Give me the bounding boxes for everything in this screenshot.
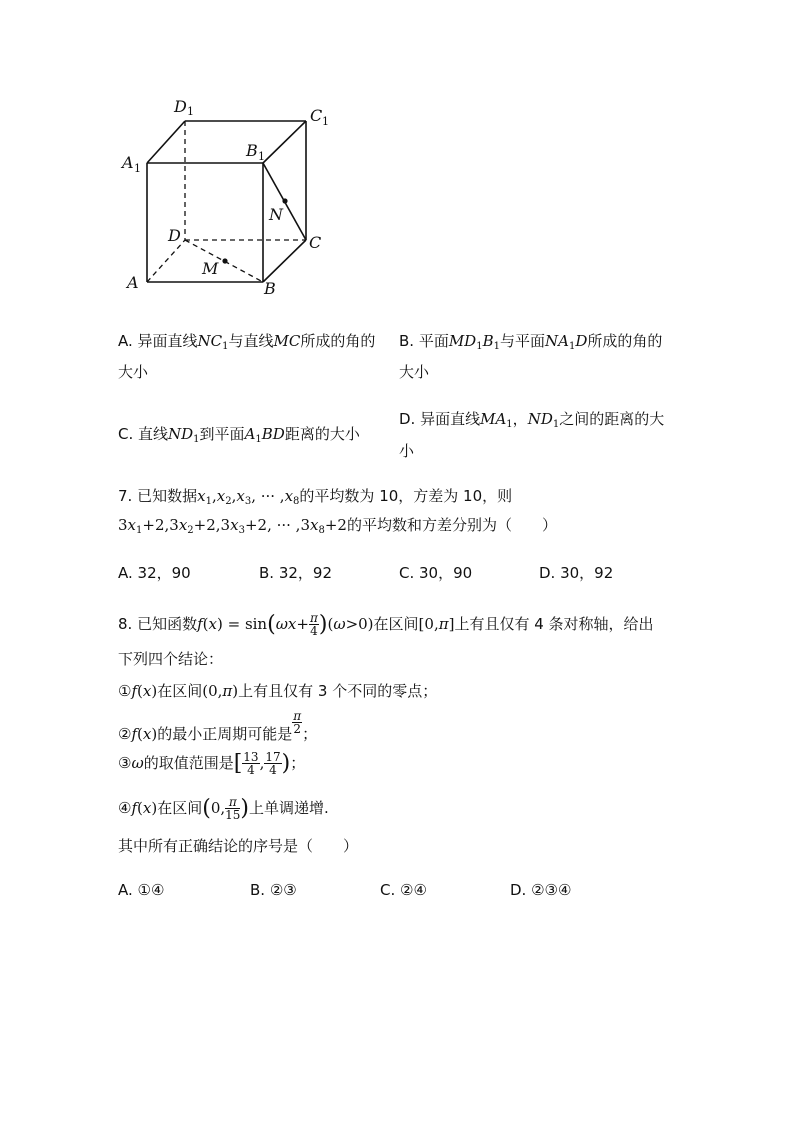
q7-option-A: A. 32，90 bbox=[118, 564, 191, 582]
q8-ask: 其中所有正确结论的序号是（ ） bbox=[118, 837, 359, 855]
q6-option-A-line1: A. 异面直线$NC_1$与直线MC所成的角的 bbox=[118, 332, 376, 352]
q8-option-A: A. ①④ bbox=[118, 881, 165, 899]
q7-stem-line1: 7. 已知数据$x_1,x_2,x_3$, ··· $,x_8$的平均数为 10，方差为 10，则 bbox=[118, 487, 513, 507]
q6-option-D-line1: D. 异面直线$MA_1$，$ND_1$之间的距离的大 bbox=[399, 410, 665, 430]
svg-text:1: 1 bbox=[134, 162, 141, 175]
point-M bbox=[222, 258, 227, 263]
label-A1: A bbox=[122, 153, 134, 172]
q8-stem-line2: 下列四个结论： bbox=[118, 650, 224, 668]
svg-text:1: 1 bbox=[258, 150, 265, 163]
svg-text:1: 1 bbox=[187, 105, 194, 118]
q8-stem-line1: 8. 已知函数f(x) = sin(ωx+ $\frac{\pi}{4}$ )(ω>0)在区间[0,π]上有且仅有 4 条对称轴，给出 bbox=[118, 611, 654, 638]
label-B: B bbox=[264, 279, 276, 298]
q6-option-A-line2: 大小 bbox=[118, 363, 149, 381]
q8-conclusion-1: ①f(x)在区间(0,π)上有且仅有 3 个不同的零点； bbox=[118, 682, 438, 700]
q7-option-D: D. 30，92 bbox=[539, 564, 614, 582]
svg-text:1: 1 bbox=[322, 115, 329, 128]
q8-option-B: B. ②③ bbox=[250, 881, 297, 899]
q8-conclusion-2: ②f(x)的最小正周期可能是 $\frac{\pi}{2}$ ； bbox=[118, 709, 318, 743]
q6-option-B-line1: B. 平面$MD_1B_1$与平面$NA_1D$所成的角的 bbox=[399, 332, 663, 352]
q6-option-C: C. 直线$ND_1$到平面$A_1BD$距离的大小 bbox=[118, 425, 360, 445]
q7-option-C: C. 30，90 bbox=[399, 564, 473, 582]
cube-figure bbox=[110, 90, 350, 305]
q8-option-D: D. ②③④ bbox=[510, 881, 572, 899]
label-D1: D bbox=[174, 97, 187, 116]
q7-option-B: B. 32，92 bbox=[259, 564, 333, 582]
label-D: D bbox=[168, 226, 181, 245]
label-C1: C bbox=[310, 106, 323, 125]
q6-option-D-line2: 小 bbox=[399, 442, 415, 460]
point-N bbox=[282, 198, 287, 203]
label-C: C bbox=[309, 233, 322, 252]
label-M: M bbox=[202, 259, 219, 278]
label-B1: B bbox=[246, 141, 258, 160]
q8-conclusion-3: ③ω的取值范围是[ $\frac{13}{4}$ , $\frac{17}{4}$ )； bbox=[118, 750, 306, 777]
q8-option-C: C. ②④ bbox=[380, 881, 427, 899]
label-N: N bbox=[269, 205, 283, 224]
label-A: A bbox=[127, 273, 139, 292]
q6-option-B-line2: 大小 bbox=[399, 363, 430, 381]
q7-stem-line2: $3x_1+2,3x_2+2,3x_3+2$, ··· $,3x_8+2$的平均数和方差分别为（ ） bbox=[118, 516, 557, 536]
q8-conclusion-4: ④f(x)在区间(0, $\frac{\pi}{15}$ )上单调递增. bbox=[118, 795, 329, 822]
